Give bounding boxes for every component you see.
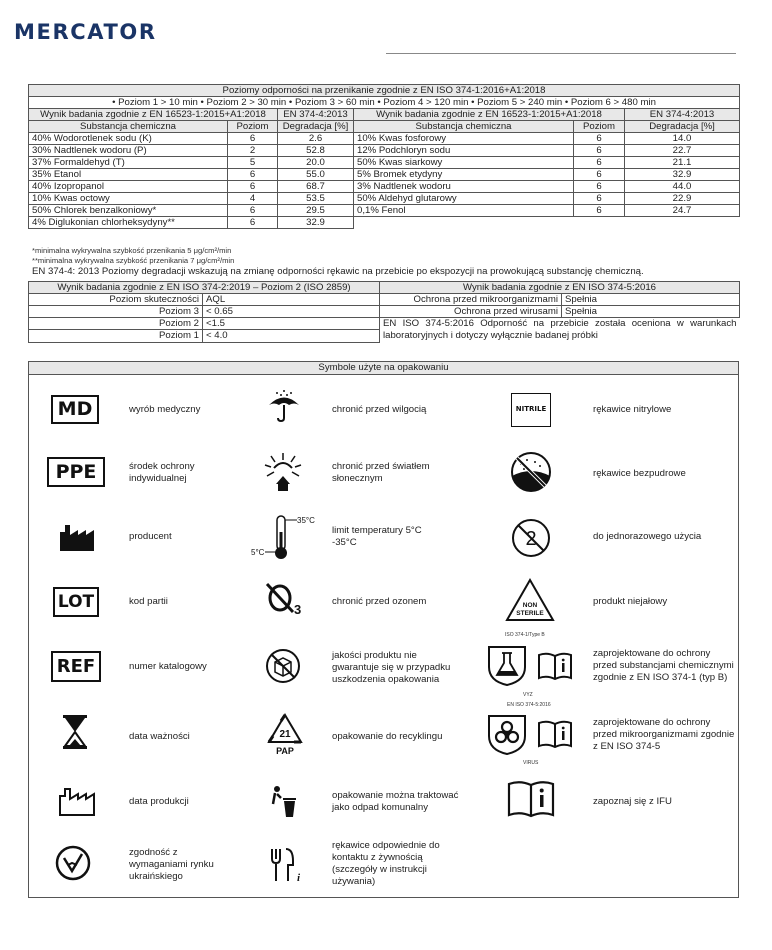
col-level: Poziom [574,121,625,133]
chem-caption-bottom: VYZ [523,692,533,698]
cell: 22.7 [625,145,740,157]
nonsterile-label: produkt niejałowy [593,596,668,607]
cell: 4% Diglukonian chlorheksydyny** [29,217,228,229]
col-performance-level: Poziom skuteczności [29,294,203,306]
cell: 40% Wodorotlenek sodu (K) [29,133,228,145]
cell: 40% Izopropanol [29,181,228,193]
footnote-1: *minimalna wykrywalna szybkość przenikania 5 μg/cm²/min [32,246,232,255]
cell: 6 [228,217,278,229]
manufacturer-icon [59,522,95,552]
table-row [29,205,740,217]
bio-caption-top: EN ISO 374-5:2016 [507,702,551,708]
food-sub: i [297,872,301,883]
cell: 50% Aldehyd glutarowy [354,193,574,205]
ozone-label: chronić przed ozonem [332,596,427,607]
ifu-icon [507,780,555,818]
powder-free-icon [509,450,553,494]
single-label: do jednorazowego użycia [593,531,702,542]
cell: 4 [228,193,278,205]
footnote-3: EN 374-4: 2013 Poziomy degradacji wskazują na zmianę odporności rękawic na przebicie po ekspozycji na prowokującą substancję chemiczną. [32,266,644,277]
col-substance: Substancja chemiczna [354,121,574,133]
table-row [29,181,740,193]
md-label: wyrób medyczny [129,404,201,415]
cell: Poziom 2 [29,318,203,330]
prod-date-label: data produkcji [129,796,189,807]
expiry-label: data ważności [129,731,190,742]
symbols-panel [28,361,739,898]
svg-text:STERILE: STERILE [516,610,544,617]
svg-text:NON: NON [522,602,538,609]
micro-label: Ochrona przed mikroorganizmami [380,294,562,306]
aql-title: Wynik badania zgodnie z EN ISO 374-2:2019 – Poziom 2 (ISO 2859) [29,282,380,294]
virus-value: Spełnia [562,306,740,318]
md-icon: MD [51,395,99,424]
cell: 50% Kwas siarkowy [354,157,574,169]
cell: < 0.65 [203,306,380,318]
waste-bin-icon [269,784,299,818]
en374-5-title: Wynik badania zgodnie z EN ISO 374-5:2016 [380,282,740,294]
col-substance: Substancja chemiczna [29,121,228,133]
right-std-header: EN 374-4:2013 [625,109,740,121]
cell: 6 [574,157,625,169]
cell: 2 [228,145,278,157]
permeation-levels: • Poziom 1 > 10 min • Poziom 2 > 30 min • Poziom 3 > 60 min • Poziom 4 > 120 min • Poziom 5 > 240 min • Poziom 6 > 480 min [29,97,740,109]
cell: 6 [574,205,625,217]
cell: Poziom 3 [29,306,203,318]
production-date-icon [59,786,97,816]
cell: 10% Kwas octowy [29,193,228,205]
umbrella-icon [267,390,301,424]
moisture-label: chronić przed wilgocią [332,404,427,415]
col-level: Poziom [228,121,278,133]
cell: 6 [574,133,625,145]
left-std-header: EN 374-4:2013 [278,109,354,121]
permeation-table [28,84,740,229]
cell: 6 [574,145,625,157]
permeation-title: Poziomy odporności na przenikanie zgodnie z EN ISO 374-1:2016+A1:2018 [29,85,740,97]
cell: Poziom 1 [29,330,203,342]
col-aql: AQL [203,294,380,306]
cell: 12% Podchloryn sodu [354,145,574,157]
cell: 29.5 [278,205,354,217]
table-row [29,217,740,229]
table-row [29,306,740,318]
cell: 6 [574,181,625,193]
cell: <1.5 [203,318,380,330]
cell: 3% Nadtlenek wodoru [354,181,574,193]
symbols-title: Symbole użyte na opakowaniu [29,362,738,375]
bio-caption-bottom: VIRUS [523,760,539,766]
en374-5-note: EN ISO 374-5:2016 Odporność na przebicie została oceniona w warunkach laboratoryjnych i dotyczy wyłącznie badanej próbki [380,318,740,343]
temperature-icon [251,514,321,560]
nitrile-icon: NITRILE [511,393,551,427]
table-row [29,133,740,145]
cell: 50% Chlorek benzalkoniowy* [29,205,228,217]
recycle-num: 21 [279,729,291,740]
brand-logo: MERCATOR [14,20,157,44]
single-use-num: 2 [525,528,537,550]
table-row [29,318,740,330]
ua-label: zgodność z wymaganiami rynku ukraińskiego [129,847,214,882]
cell: 52.8 [278,145,354,157]
recycle-label: opakowanie do recyklingu [332,731,443,742]
cell: 37% Formaldehyd (T) [29,157,228,169]
damaged-package-icon [265,648,301,684]
footnote-2: **minimalna wykrywalna szybkość przenikania 7 μg/cm²/min [32,256,235,265]
cell: 6 [228,133,278,145]
temp-label: limit temperatury 5°C -35°C [332,525,422,548]
cell: 5 [228,157,278,169]
cell: 30% Nadtlenek wodoru (P) [29,145,228,157]
food-label: rękawice odpowiednie do kontaktu z żywnością (szczegóły w instrukcji używania) [332,840,440,887]
waste-label: opakowanie można traktować jako odpad komunalny [332,790,459,813]
cell: 68.7 [278,181,354,193]
ifu-book-icon [537,720,573,748]
cell: 24.7 [625,205,740,217]
non-sterile-icon [505,578,555,622]
table-row [29,193,740,205]
ppe-icon: PPE [47,457,105,487]
biohazard-protection-icon [485,712,529,756]
ref-label: numer katalogowy [129,661,207,672]
col-degradation: Degradacja [%] [278,121,354,133]
ifu-book-icon [537,652,573,680]
col-degradation: Degradacja [%] [625,121,740,133]
cell: 14.0 [625,133,740,145]
cell: 44.0 [625,181,740,193]
nitrile-label: rękawice nitrylowe [593,404,672,415]
cell: 2.6 [278,133,354,145]
ref-icon: REF [51,651,101,682]
sunlight-label: chronić przed światłem słonecznym [332,461,430,484]
penetration-table [28,281,740,343]
temp-lo-label: 5°C [251,548,265,557]
hourglass-icon [62,714,88,750]
recycle-code: PAP [276,746,294,756]
cell: 10% Kwas fosforowy [354,133,574,145]
left-group-header: Wynik badania zgodnie z EN 16523-1:2015+A1:2018 [29,109,278,121]
cell: 55.0 [278,169,354,181]
virus-label: Ochrona przed wirusami [380,306,562,318]
cell: 32.9 [625,169,740,181]
ukraine-mark-icon [55,845,91,881]
cell: 5% Bromek etydyny [354,169,574,181]
cell: 53.5 [278,193,354,205]
bio-label: zaprojektowane do ochrony przed mikroorganizmami zgodnie z EN ISO 374-5 [593,717,735,752]
table-row [29,145,740,157]
ifu-label: zapoznaj się z IFU [593,796,672,807]
cell: 0,1% Fenol [354,205,574,217]
table-row [29,169,740,181]
cell: < 4.0 [203,330,380,342]
table-row [29,157,740,169]
cell: 6 [574,169,625,181]
ppe-label: środek ochrony indywidualnej [129,461,195,484]
powderfree-label: rękawice bezpudrowe [593,468,686,479]
recycle-icon [265,712,305,756]
chem-label: zaprojektowane do ochrony przed substancjami chemicznymi zgodnie z EN ISO 374-1 (typ B) [593,648,734,683]
header-rule [386,53,736,54]
ozone-sub: 3 [294,602,302,616]
cell: 6 [228,169,278,181]
producer-label: producent [129,531,172,542]
ozone-icon [265,582,305,616]
lot-icon: LOT [53,587,99,617]
chemical-protection-icon [485,643,529,687]
right-group-header: Wynik badania zgodnie z EN 16523-1:2015+A1:2018 [354,109,625,121]
cell: 21.1 [625,157,740,169]
micro-value: Spełnia [562,294,740,306]
temp-hi-label: 35°C [297,516,315,525]
chem-caption-top: ISO 374-1/Type B [505,632,545,638]
lot-label: kod partii [129,596,168,607]
cell: 32.9 [278,217,354,229]
food-contact-icon [269,847,305,883]
cell: 20.0 [278,157,354,169]
cell: 22.9 [625,193,740,205]
cell: 35% Etanol [29,169,228,181]
single-use-icon [511,518,551,558]
sun-icon [263,452,303,492]
damaged-label: jakości produktu nie gwarantuje się w przypadku uszkodzenia opakowania [332,650,451,685]
cell: 6 [574,193,625,205]
cell: 6 [228,181,278,193]
footnotes [32,246,644,278]
cell: 6 [228,205,278,217]
